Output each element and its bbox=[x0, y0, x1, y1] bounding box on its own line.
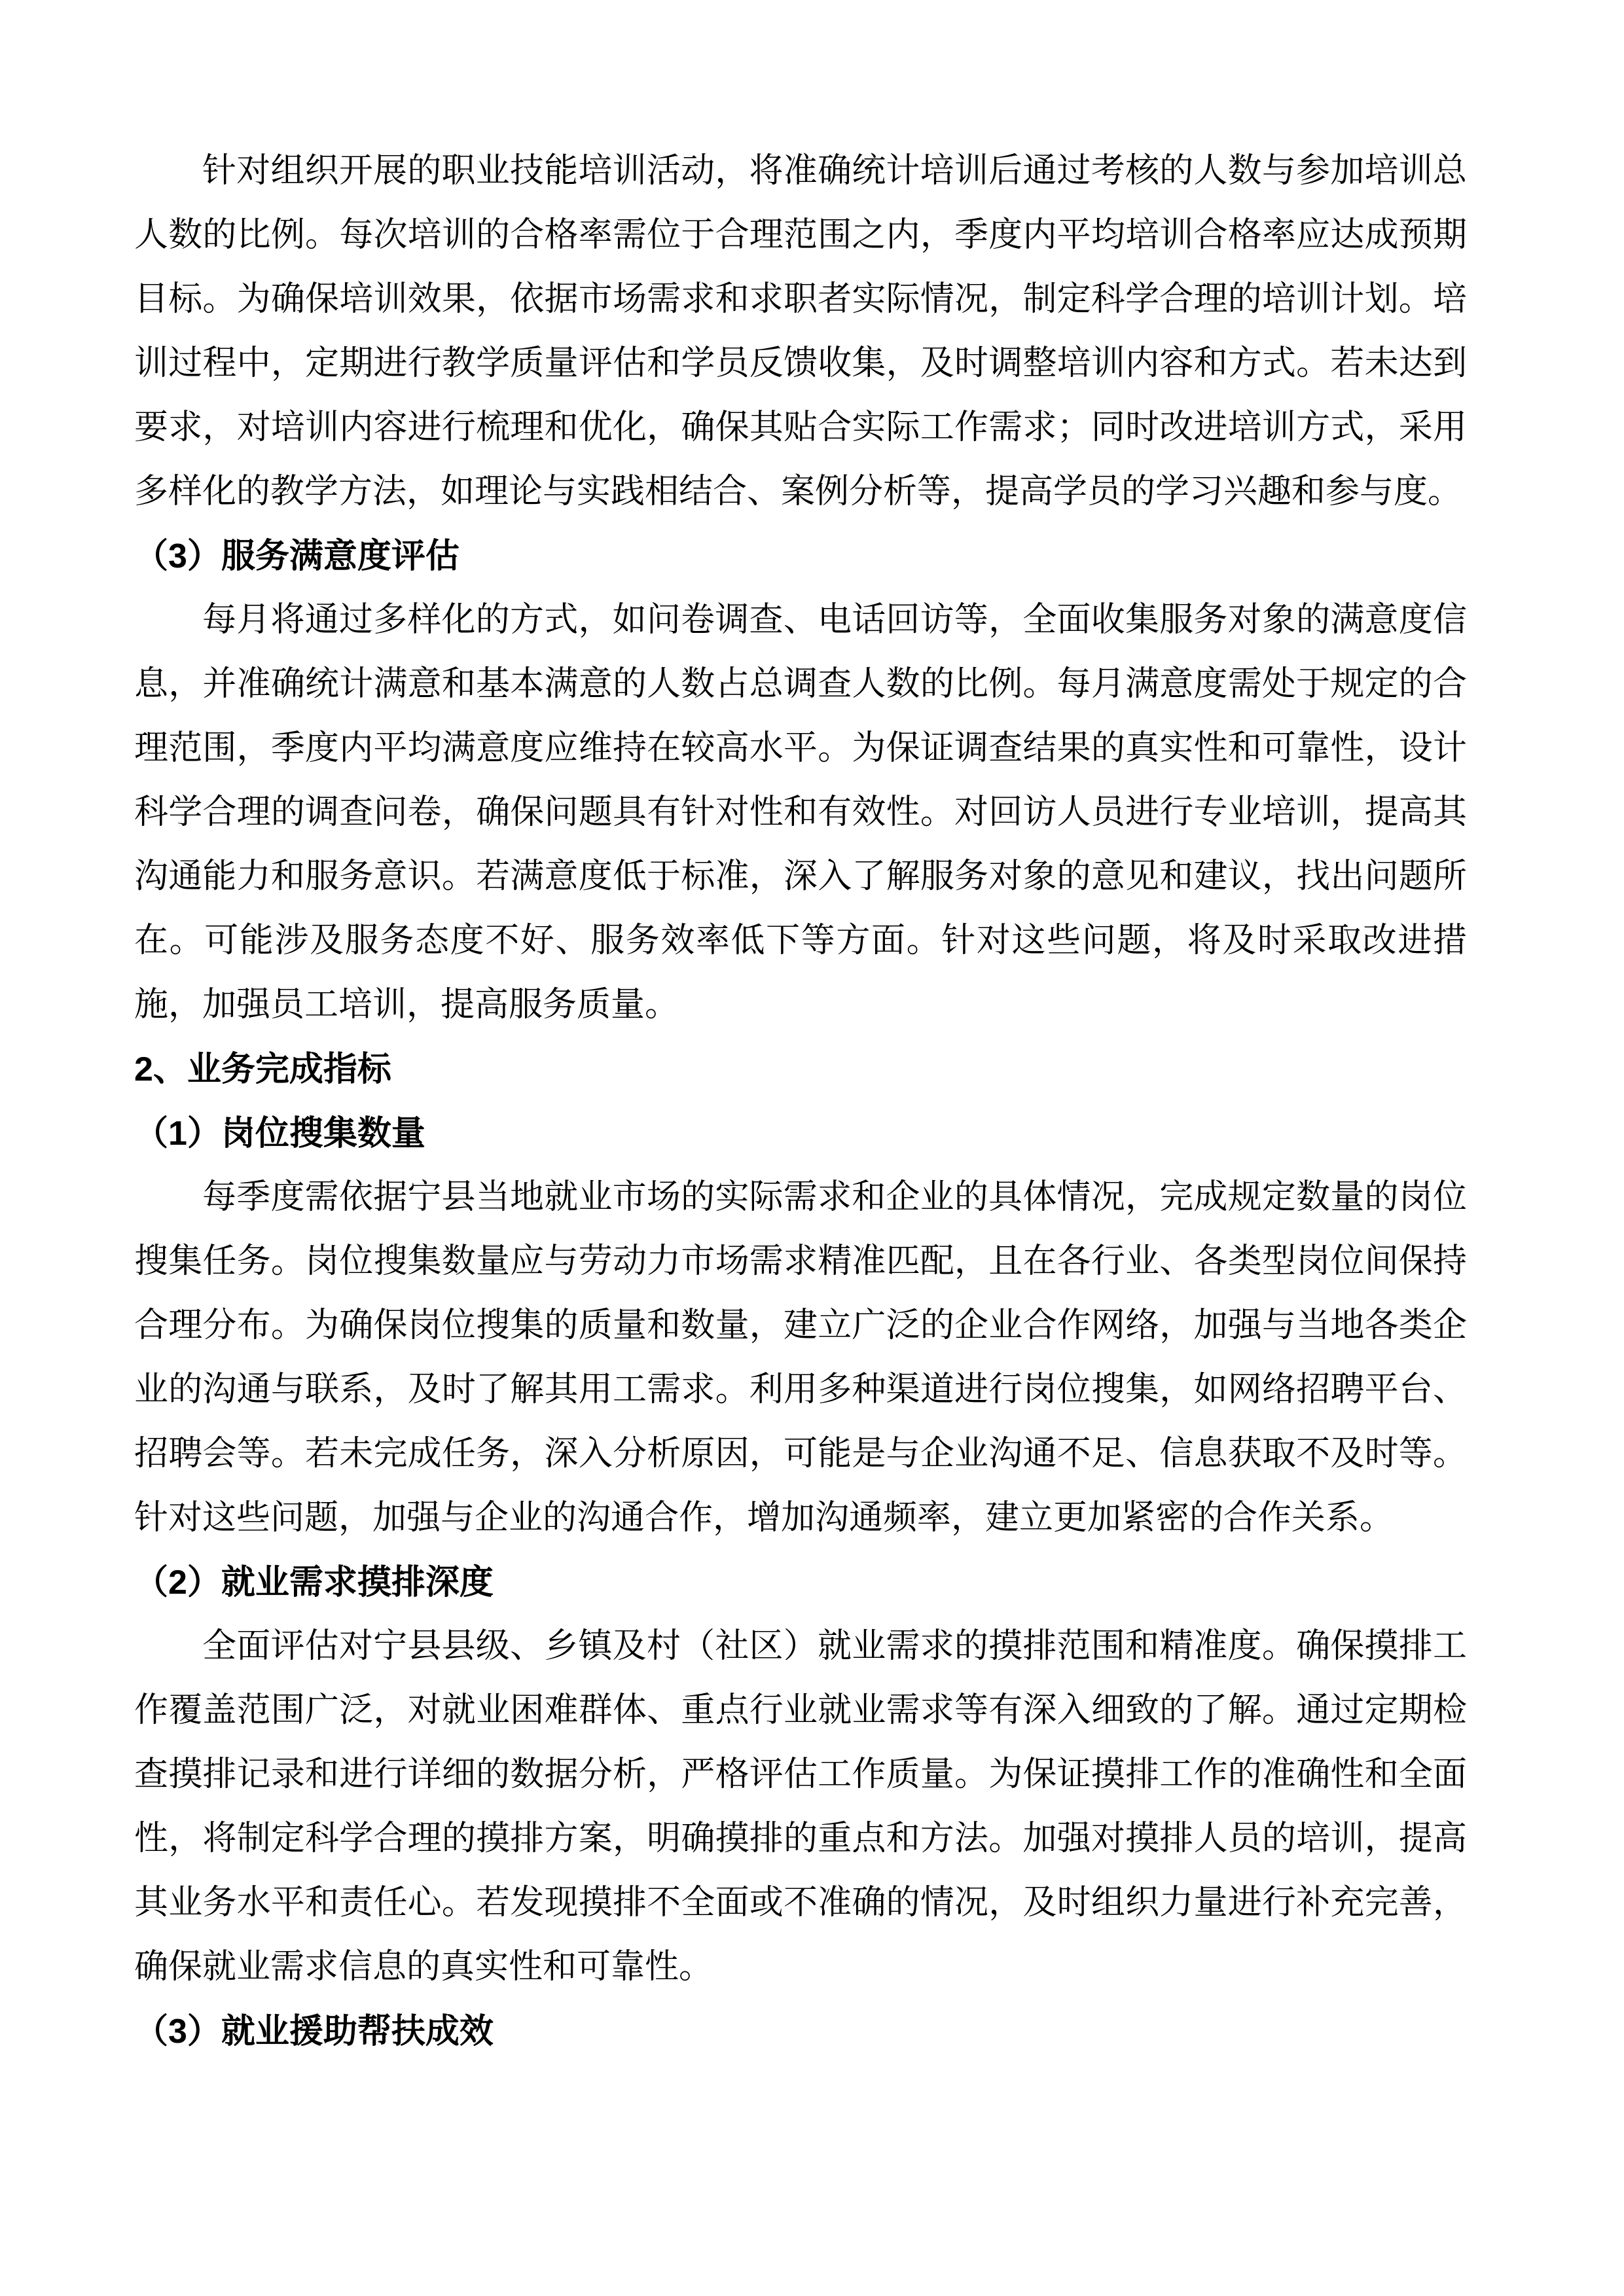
paragraph-training-pass-rate: 针对组织开展的职业技能培训活动，将准确统计培训后通过考核的人数与参加培训总人数的比例。每次培训的合格率需位于合理范围之内，季度内平均培训合格率应达成预期目标。为确保培训效果，依据市场需求和求职者实际情况，制定科学合理的培训计划。培训过程中，定期进行教学质量评估和学员反馈收集，及时调整培训内容和方式。若未达到要求，对培训内容进行梳理和优化，确保其贴合实际工作需求；同时改进培训方式，采用多样化的教学方法，如理论与实践相结合、案例分析等，提高学员的学习兴趣和参与度。 bbox=[134, 152, 1467, 511]
paragraph-satisfaction-survey: 每月将通过多样化的方式，如问卷调查、电话回访等，全面收集服务对象的满意度信息，并准确统计满意和基本满意的人数占总调查人数的比例。每月满意度需处于规定的合理范围，季度内平均满意度应维持在较高水平。为保证调查结果的真实性和可靠性，设计科学合理的调查问卷，确保问题具有针对性和有效性。对回访人员进行专业培训，提高其沟通能力和服务意识。若满意度低于标准，深入了解服务对象的意见和建议，找出问题所在。可能涉及服务态度不好、服务效率低下等方面。针对这些问题，将及时采取改进措施，加强员工培训，提高服务质量。 bbox=[134, 601, 1467, 1024]
heading-employment-assistance-effectiveness: （3）就业援助帮扶成效 bbox=[134, 2013, 494, 2051]
heading-employment-demand-survey-depth: （2）就业需求摸排深度 bbox=[134, 1564, 494, 1602]
document-body bbox=[134, 139, 1467, 2064]
heading-business-completion-indicators: 2、业务完成指标 bbox=[134, 1050, 391, 1088]
paragraph-employment-demand-survey: 全面评估对宁县县级、乡镇及村（社区）就业需求的摸排范围和精准度。确保摸排工作覆盖范围广泛，对就业困难群体、重点行业就业需求等有深入细致的了解。通过定期检查摸排记录和进行详细的数据分析，严格评估工作质量。为保证摸排工作的准确性和全面性，将制定科学合理的摸排方案，明确摸排的重点和方法。加强对摸排人员的培训，提高其业务水平和责任心。若发现摸排不全面或不准确的情况，及时组织力量进行补充完善，确保就业需求信息的真实性和可靠性。 bbox=[134, 1628, 1467, 1986]
paragraph-job-collection: 每季度需依据宁县当地就业市场的实际需求和企业的具体情况，完成规定数量的岗位搜集任务。岗位搜集数量应与劳动力市场需求精准匹配，且在各行业、各类型岗位间保持合理分布。为确保岗位搜集的质量和数量，建立广泛的企业合作网络，加强与当地各类企业的沟通与联系，及时了解其用工需求。利用多种渠道进行岗位搜集，如网络招聘平台、招聘会等。若未完成任务，深入分析原因，可能是与企业沟通不足、信息获取不及时等。针对这些问题，加强与企业的沟通合作，增加沟通频率，建立更加紧密的合作关系。 bbox=[134, 1179, 1467, 1537]
heading-job-collection-quantity: （1）岗位搜集数量 bbox=[134, 1115, 425, 1153]
heading-service-satisfaction-evaluation: （3）服务满意度评估 bbox=[134, 537, 460, 575]
